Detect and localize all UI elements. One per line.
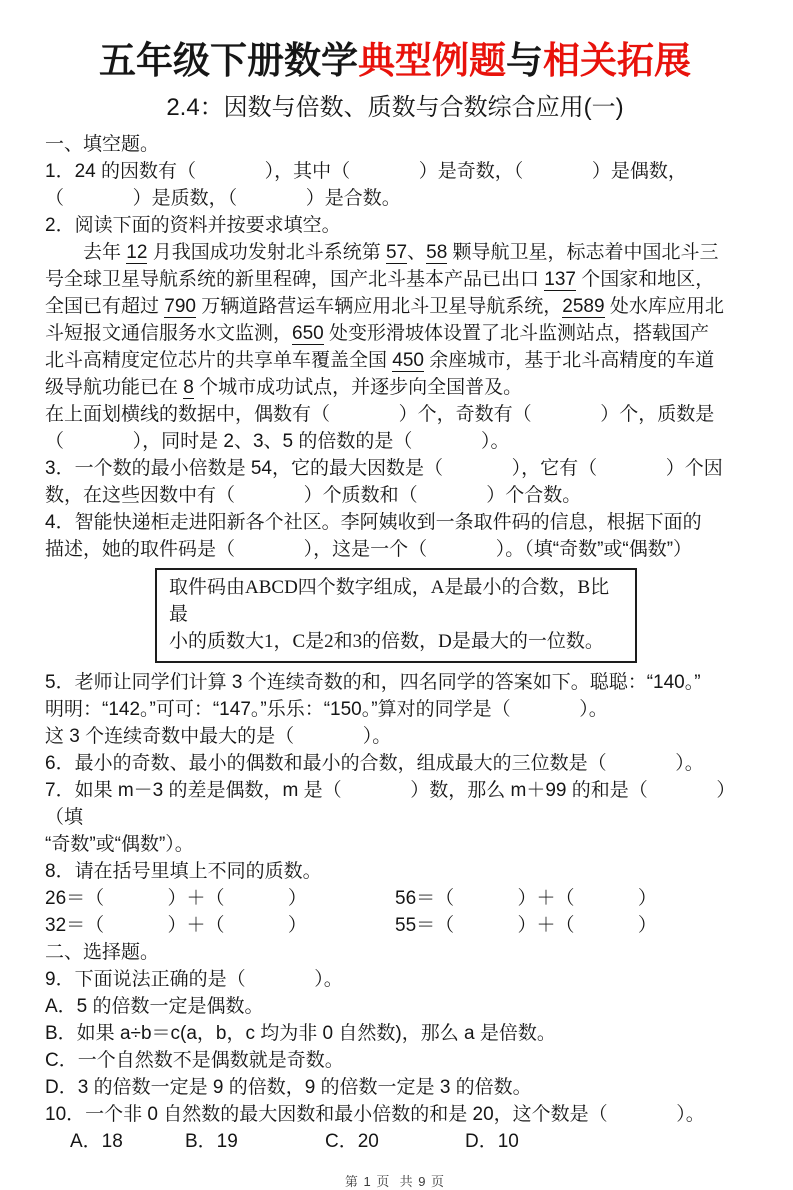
text-line [45,293,745,320]
text-segment: 余座城市，基于北斗高精度的车道 [423,349,715,371]
text-line [45,669,745,696]
text-line [45,212,745,239]
text-segment: 8．请在括号里填上不同的质数。 [45,860,322,882]
title-segment: 与 [506,40,543,81]
underlined-number: 790 [164,295,196,317]
text-segment: 级导航功能已在 [45,376,184,398]
text-line [45,1047,745,1074]
text-line [45,185,745,212]
text-line [45,831,745,858]
text-line [45,723,745,750]
text-segment: 6．最小的奇数、最小的偶数和最小的合数，组成最大的三位数是（ ）。 [45,752,704,774]
text-segment: 描述，她的取件码是（ ），这是一个（ ）。（填“奇数”或“偶数”） [45,538,693,560]
text-line [45,1101,745,1128]
text-segment: 二、选择题。 [45,941,160,963]
text-segment: 、 [407,241,427,263]
underlined-number: 12 [126,241,148,263]
text-segment: C．一个自然数不是偶数就是奇数。 [45,1049,344,1071]
text-segment: 去年 [83,241,127,263]
text-segment: 一、填空题。 [45,133,160,155]
text-segment: 2．阅读下面的资料并按要求填空。 [45,214,341,236]
text-segment: 10．一个非 0 自然数的最大因数和最小倍数的和是 20，这个数是（ ）。 [45,1103,705,1125]
text-segment: 颗导航卫星，标志着中国北斗三 [447,241,719,263]
title-segment-red: 典型例题 [358,40,506,81]
equation: 56＝（ ）＋（ ） [395,887,657,909]
equation: 32＝（ ）＋（ ） [45,914,307,936]
underlined-number: 58 [426,241,448,263]
page-subtitle: 2.4：因数与倍数、质数与合数综合应用(一) [166,93,624,121]
equation: 55＝（ ）＋（ ） [395,914,657,936]
text-segment: 处变形滑坡体设置了北斗监测站点，搭载国产 [323,322,709,344]
text-segment: 个国家和地区， [575,268,715,290]
text-segment: 万辆道路营运车辆应用北斗卫星导航系统， [195,295,563,317]
text-segment: 数，在这些因数中有（ ）个质数和（ ）个合数。 [45,484,582,506]
equation-row [45,885,745,912]
text-line [45,939,745,966]
text-line [45,509,745,536]
text-segment: （ ）是质数，（ ）是合数。 [45,187,401,209]
text-segment: B．如果 a÷b＝c(a，b，c 均为非 0 自然数)，那么 a 是倍数。 [45,1022,556,1044]
text-segment: 号全球卫星导航系统的新里程碑，国产北斗基本产品已出口 [45,268,545,290]
page-number: 第 1 页 共 9 页 [344,1173,446,1189]
text-segment: 7．如果 m－3 的差是偶数，m 是（ ）数，那么 m＋99 的和是（ ）（填 [45,779,736,828]
hint-box-line: 取件码由ABCD四个数字组成，A是最小的合数，B比最 [169,576,610,625]
document-body [45,131,745,1155]
text-segment: 处水库应用北 [604,295,724,317]
text-line [45,320,745,347]
text-segment: 个城市成功试点，并逐步向全国普及。 [193,376,523,398]
text-line [45,1020,745,1047]
underlined-number: 8 [183,376,194,398]
answer-choice: B．19 [185,1130,238,1152]
text-line [45,239,745,266]
answer-choice: D．10 [465,1130,519,1152]
text-segment: D．3 的倍数一定是 9 的倍数，9 的倍数一定是 3 的倍数。 [45,1076,532,1098]
text-segment: A．5 的倍数一定是偶数。 [45,995,264,1017]
text-segment: 5．老师让同学们计算 3 个连续奇数的和，四名同学的答案如下。聪聪：“140。” [45,671,701,693]
text-segment: 这 3 个连续奇数中最大的是（ ）。 [45,725,392,747]
hint-box-line: 小的质数大1，C是2和3的倍数，D是最大的一位数。 [169,630,604,652]
text-line [45,993,745,1020]
text-line [45,401,745,428]
answer-choice: C．20 [325,1130,379,1152]
text-line [45,858,745,885]
answer-choices-row [45,1128,745,1155]
equation-row [45,912,745,939]
text-line [45,696,745,723]
text-line [45,347,745,374]
equation: 26＝（ ）＋（ ） [45,887,307,909]
title-segment-red: 相关拓展 [543,40,691,81]
text-segment: （ ），同时是 2、3、5 的倍数的是（ ）。 [45,430,510,452]
underlined-number: 2589 [562,295,605,317]
text-line [45,1074,745,1101]
underlined-number: 57 [385,241,408,263]
text-line [45,131,745,158]
text-segment: 在上面划横线的数据中，偶数有（ ）个，奇数有（ ）个，质数是 [45,403,715,425]
underlined-number: 650 [292,322,324,344]
text-segment: 斗短报文通信服务水文监测， [45,322,293,344]
text-segment: 9．下面说法正确的是（ ）。 [45,968,343,990]
text-segment: 全国已有超过 [45,295,165,317]
text-segment: 3．一个数的最小倍数是 54，它的最大因数是（ ），它有（ ）个因 [45,457,723,479]
text-segment: 4．智能快递柜走进阳新各个社区。李阿姨收到一条取件码的信息，根据下面的 [45,511,702,533]
answer-choice: A．18 [70,1130,123,1152]
text-line [45,428,745,455]
underlined-number: 137 [544,268,576,290]
text-line [45,777,745,831]
title-segment: 五年级下册数学 [99,40,358,81]
text-line [45,266,745,293]
text-segment: 1．24 的因数有（ ），其中（ ）是奇数，（ ）是偶数， [45,160,687,182]
text-line [45,374,745,401]
text-segment: “奇数”或“偶数”）。 [45,833,194,855]
hint-box [155,568,637,663]
text-segment: 北斗高精度定位芯片的共享单车覆盖全国 [45,349,393,371]
text-line [45,536,745,563]
text-segment: 月我国成功发射北斗系统第 [147,241,386,263]
text-line [45,455,745,482]
text-segment: 明明：“142。”可可：“147。”乐乐：“150。”算对的同学是（ ）。 [45,698,608,720]
underlined-number: 450 [392,349,424,371]
text-line [45,482,745,509]
text-line [45,966,745,993]
text-line [45,750,745,777]
page-title [45,40,745,83]
text-line [45,158,745,185]
